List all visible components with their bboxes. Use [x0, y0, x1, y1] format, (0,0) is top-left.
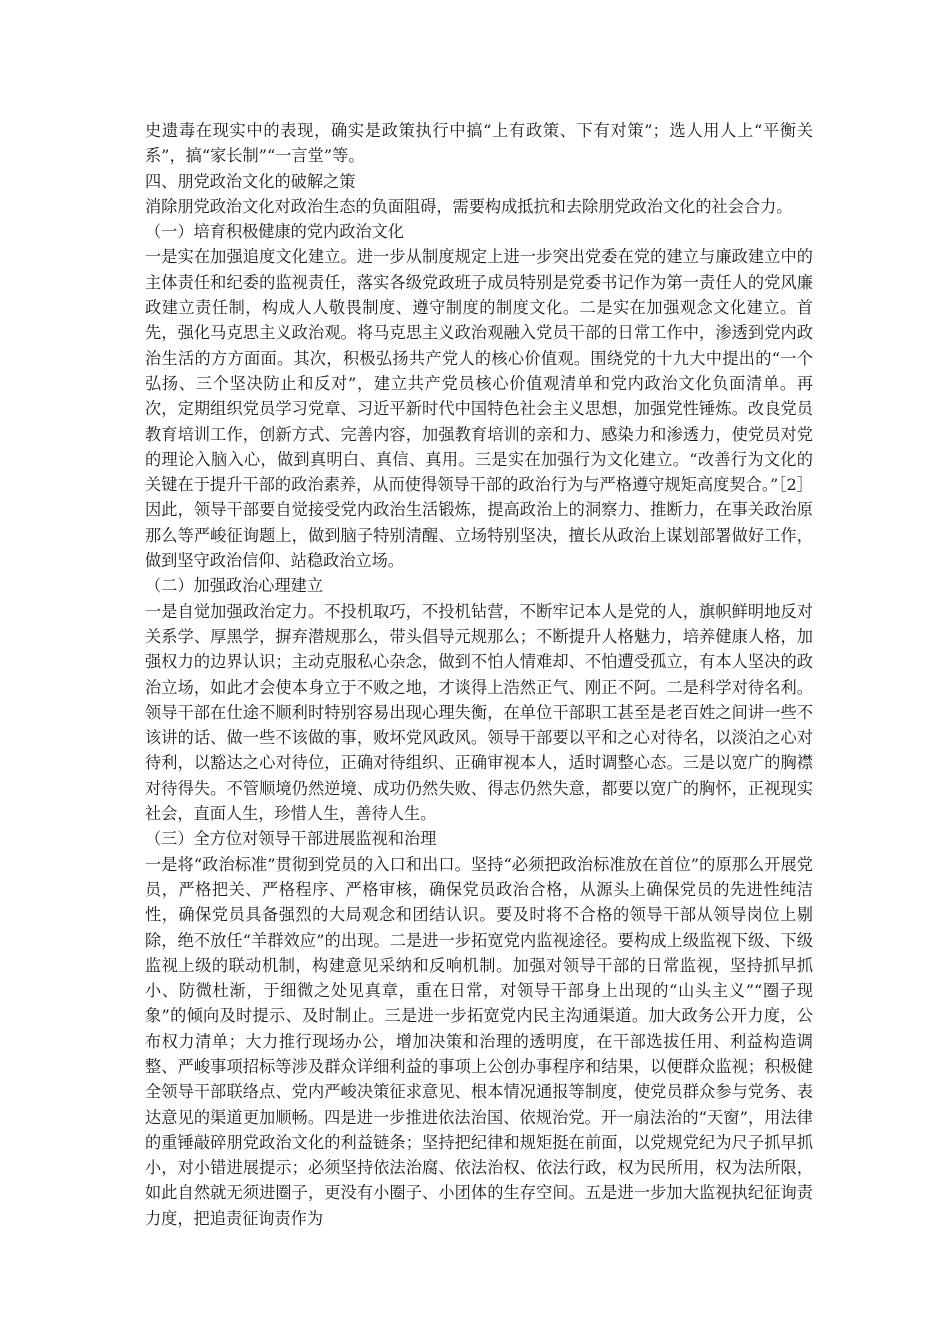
- paragraph-subsection-1: 一是实在加强追度文化建立。进一步从制度规定上进一步突出党委在党的建立与廉政建立中的主体责任和纪委的监视责任，落实各级党政班子成员特别是党委书记作为第一责任人的党风廉政建立责任制，构成人人敬畏制度、遵守制度的制度文化。二是实在加强观念文化建立。首先，强化马克思主义政治观。将马克思主义政治观融入党员干部的日常工作中，渗透到党内政治生活的方方面面。其次，积极弘扬共产党人的核心价值观。围绕党的十九大中提出的“一个弘扬、三个坚决防止和反对”，建立共产党员核心价值观清单和党内政治文化负面清单。再次，定期组织党员学习党章、习近平新时代中国特色社会主义思想，加强党性锤炼。改良党员教育培训工作，创新方式、完善内容，加强教育培训的亲和力、感染力和渗透力，使党员对党的理论入脑入心，做到真明白、真信、真用。三是实在加强行为文化建立。“改善行为文化的关键在于提升干部的政治素养，从而使得领导干部的政治行为与严格遵守规矩高度契合。”［2］因此，领导干部要自觉接受党内政治生活锻炼，提高政治上的洞察力、推断力，在事关政治原那么等严峻征询题上，做到脑子特别清醒、立场特别坚决，擅长从政治上谋划部署做好工作，做到坚守政治信仰、站稳政治立场。: [145, 247, 813, 571]
- document-body: [145, 118, 813, 1231]
- paragraph-intro: 消除朋党政治文化对政治生态的负面阻碍，需要构成抵抗和去除朋党政治文化的社会合力。: [145, 196, 793, 216]
- paragraph-subsection-3: 一是将“政治标准”贯彻到党员的入口和出口。坚持“必须把政治标准放在首位”的原那么开展党员，严格把关、严格程序、严格审核，确保党员政治合格，从源头上确保党员的先进性纯洁性，确保党员具备强烈的大局观念和团结认识。要及时将不合格的领导干部从领导岗位上剔除，绝不放任“羊群效应”的出现。二是进一步拓宽党内监视途径。要构成上级监视下级、下级监视上级的联动机制，构建意见采纳和反响机制。加强对领导干部的日常监视，坚持抓早抓小、防微杜渐，于细微之处见真章，重在日常，对领导干部身上出现的“山头主义”“圈子现象”的倾向及时提示、及时制止。三是进一步拓宽党内民主沟通渠道。加大政务公开力度，公布权力清单；大力推行现场办公，增加决策和治理的透明度，在干部选拔任用、利益构造调整、严峻事项招标等涉及群众详细利益的事项上公创办事程序和结果，以便群众监视；积极健全领导干部联络点、党内严峻决策征求意见、根本情况通报等制度，使党员群众参与党务、表达意见的渠道更加顺畅。四是进一步推进依法治国、依规治党。开一扇法治的“天窗”，用法律的重锤敲碎朋党政治文化的利益链条；坚持把纪律和规矩挺在前面，以党规党纪为尺子抓早抓小，对小错进展提示；必须坚持依法治腐、依法治权、依法行政，权为民所用，权为法所限，如此自然就无须进圈子，更没有小圈子、小团体的生存空间。五是进一步加大监视执纪征询责力度，把追责征询责作为: [145, 854, 813, 1228]
- section-heading: 四、朋党政治文化的破解之策: [145, 171, 356, 191]
- subsection-heading-3: （三）全方位对领导干部进展监视和治理: [145, 829, 437, 849]
- paragraph-subsection-2: 一是自觉加强政治定力。不投机取巧，不投机钻营，不断牢记本人是党的人，旗帜鲜明地反对关系学、厚黑学，摒弃潜规那么，带头倡导元规那么；不断提升人格魅力，培养健康人格，加强权力的边界认识；主动克服私心杂念，做到不怕人情难却、不怕遭受孤立，有本人坚决的政治立场，如此才会使本身立于不败之地，才谈得上浩然正气、刚正不阿。二是科学对待名利。领导干部在仕途不顺利时特别容易出现心理失衡，在单位干部职工甚至是老百姓之间讲一些不该讲的话、做一些不该做的事，败坏党风政风。领导干部要以平和之心对待名，以淡泊之心对待利，以豁达之心对待位，正确对待组织、正确审视本人，适时调整心态。三是以宽广的胸襟对待得失。不管顺境仍然逆境、成功仍然失败、得志仍然失意，都要以宽广的胸怀，正视现实社会，直面人生，珍惜人生，善待人生。: [145, 601, 813, 824]
- subsection-heading-1: （一）培育积极健康的党内政治文化: [145, 222, 404, 242]
- paragraph-continuation: 史遗毒在现实中的表现，确实是政策执行中搞“上有政策、下有对策”；选人用人上“平衡关系”，搞“家长制”“一言堂”等。: [145, 121, 813, 166]
- subsection-heading-2: （二）加强政治心理建立: [145, 576, 324, 596]
